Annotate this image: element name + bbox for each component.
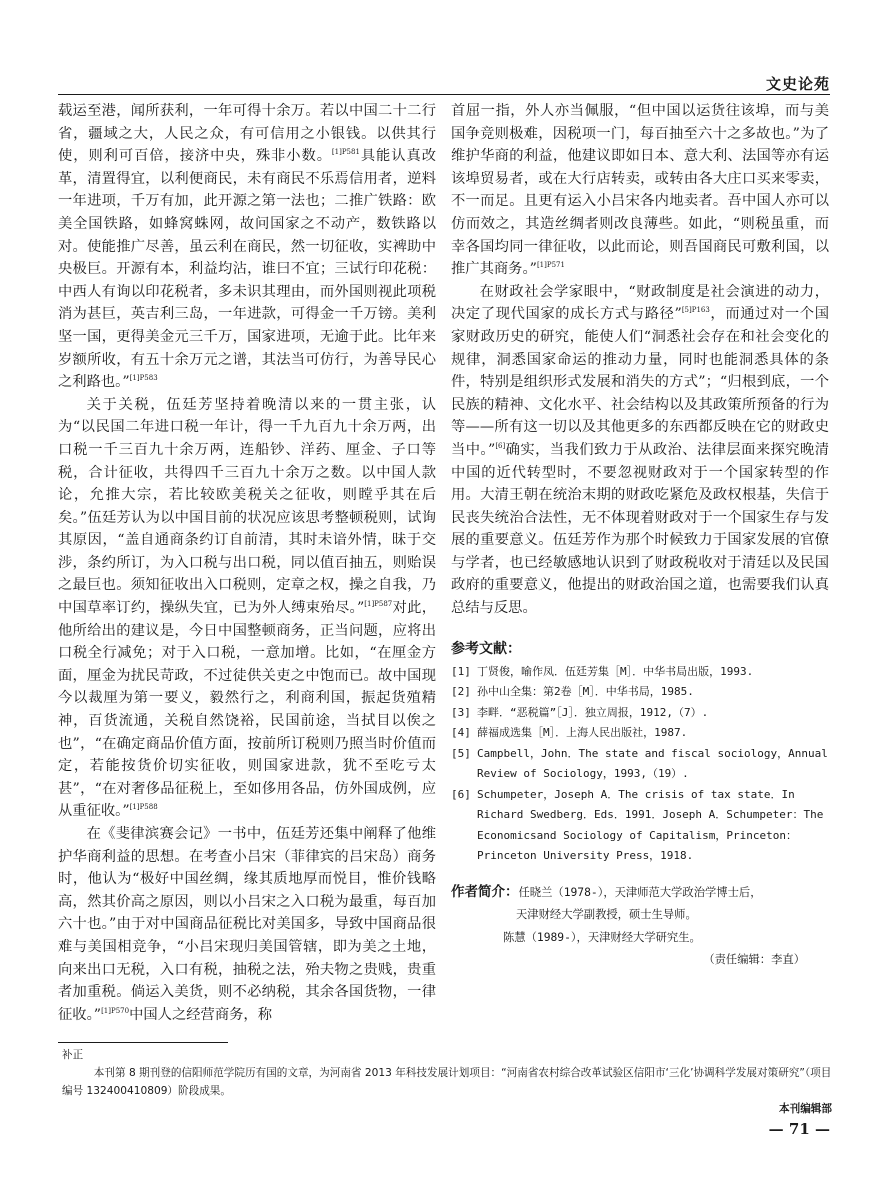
- author-line: 陈慧（1989-），天津财经大学研究生。: [503, 930, 701, 944]
- page-number: — 71 —: [768, 1120, 830, 1138]
- footnote-rule: [58, 1042, 228, 1043]
- right-column: [451, 100, 829, 972]
- reference-item: [5] Campbell，John．The state and fiscal sociology，Annual Review of Sociology，1993,（19）.: [451, 746, 828, 781]
- editor-credit: （责任编辑：李直）: [703, 953, 805, 967]
- footnote-body: 本刊第 8 期刊登的信阳师范学院历有国的文章，为河南省 2013 年科技发展计划项目：“河南省农村综合改革试验区信阳市‘三化’协调科学发展对策研究”（项目编号 132400410809）阶段成果。: [62, 1067, 832, 1097]
- section-label: 文史论苑: [765, 75, 830, 93]
- references-list: [451, 662, 829, 867]
- footnote: [62, 1046, 832, 1118]
- citation: [1]P583: [129, 374, 158, 383]
- author-intro: [451, 881, 829, 972]
- paragraph: 在财政社会学家眼中，“财政制度是社会演进的动力，决定了现代国家的成长方式与路径”$^{[5]P163}$，而通过对一个国家财政历史的研究，能使人们“洞悉社会存在和社会变化的规律，洞悉国家命运的推动力量，同时也能洞悉具体的条件，特别是组织形式发展和消失的方式”；“归根到底，一个民族的精神、文化水平、社会结构以及其政策所预备的行为等——所有这一切以及其他更多的东西都反映在它的财政史当中。”[6]确实，当我们致力于从政治、法律层面来探究晚清中国的近代转型时，不要忽视财政对于一个国家转型的作用。大清王朝在统治末期的财政吃紧危及政权根基，失信于民丧失统治合法性，无不体现着财政对于一个国家生存与发展的重要意义。伍廷芳作为那个时候致力于国家发展的官僚与学者，也已经敏感地认识到了财政税收对于清廷以及民国政府的重要意义，他提出的财政治国之道，也需要我们认真总结与反思。: [451, 283, 830, 617]
- reference-item: [1] 丁贤俊，喻作凤．伍廷芳集［M］．中华书局出版，1993.: [451, 664, 754, 678]
- citation: [1]P588: [129, 803, 158, 812]
- reference-item: [4] 薛福成选集［M］．上海人民出版社，1987.: [451, 726, 688, 740]
- citation: [6]: [495, 442, 506, 451]
- paragraph: 首屈一指，外人亦当佩服，“但中国以运货往该埠，而与美国争竞则极难，因税项一门，每百抽至六十之多故也。”为了维护华商的利益，他建议即如日本、意大利、法国等亦有运该埠贸易者，或在大行店转卖，或转由各大庄口买来零卖，不一而足。且更有运入小吕宋各内地卖者。吾中国人亦可以仿而效之，其造丝绸者则改良薄些。如此，“则税虽重，而幸各国均同一律征收，以此而论，则吾国商民可敷利国，以推广其商务。”$^{[1]P571}$: [451, 103, 829, 278]
- paragraph: 载运至港，闻所获利，一年可得十余万。若以中国二十二行省，疆域之大，人民之众，有可信用之小银钱。以供其行使，则利可百倍，接济中央，殊非小数。$^{[1]P581}$具能认真改革，清置得宜，以利便商民，未有商民不乐焉信用者，逆料一年进项，千万有加，此开源之第一法也；二推广铁路：欧美全国铁路，如蜂窝蛛网，故问国家之不动产，数铁路以对。使能推广尽善，虽云利在商民，然一切征收，实裨助中央极巨。开源有本，利益均沾，谁曰不宜；三试行印花税：中西人有询以印花税者，多未识其理由，而外国则视此项税消为甚巨，英吉利三岛，一年进款，可得金一千万镑。美利坚一国，更得美金元三千万，国家进项，无逾于此。比年来岁额所收，有五十余万元之谱，其法当可仿行，为善导民心之利路也。”$^{[1]P583}$: [58, 103, 437, 391]
- footnote-label: 补正: [62, 1049, 84, 1061]
- paragraph: 在《斐律滨赛会记》一书中，伍廷芳还集中阐释了他维护华商利益的思想。在考查小吕宋（菲律宾的吕宋岛）商务时，他认为“极好中国丝绸，缘其质地厚而悦目，惟价钱略高，然其价高之原因，则以小吕宋之入口税为最重，每百加六十也。”由于对中国商品征税比对美国多，导致中国商品很难与美国相竞争，“小吕宋现归美国管辖，即为美之土地，向来出口无税，入口有税，抽税之法，殆夫物之贵贱，贵重者加重税。倘运入美货，则不必纳税，其余各国货物，一律征收。”$^{[1]P570}$中国人之经营商务，称: [58, 826, 436, 1023]
- citation: [1]P570: [101, 1006, 130, 1015]
- footnote-signature: 本刊编辑部: [779, 1103, 832, 1115]
- reference-item: [3] 李畔．“恶税篇”［J］．独立周报，1912,（7）.: [451, 705, 709, 719]
- left-column: [58, 100, 436, 1026]
- author-intro-title: 作者简介：: [451, 883, 519, 900]
- reference-item: [2] 孙中山全集：第2卷［M］．中华书局，1985.: [451, 685, 694, 699]
- references-title: 参考文献：: [451, 640, 521, 657]
- paragraph: 关于关税，伍廷芳坚持着晚清以来的一贯主张，认为“以民国二年进口税一年计，得一千九百九十余万两，出口税一千三百九十余万两，连船钞、洋药、厘金、子口等税，合计征收，共得四千三百九十余万之数。以中国人款论，允推大宗，若比较欧美税关之征收，则瞠乎其在后矣。”伍廷芳认为以中国目前的状况应该思考整顿税则，试询其原因，“盖自通商条约订自前清，其时未谙外情，昧于交涉，条约所订，为入口税与出口税，同以值百抽五，则贻误之最巨也。须知征收出入口税则，定章之权，操之自我，乃中国草率订约，操纵失宜，已为外人缚束殆尽。”$^{[1]P587}$对此，他所给出的建议是，今日中国整顿商务，正当问题，应将出口税全行减免；对于入口税，一意加增。比如，“在厘金方面，厘金为扰民苛政，不过徒供关吏之中饱而已。故中国现今以裁厘为第一要义，毅然行之，利商利国，振起货殖精神，百货流通，关税自然饶裕，民国前途，当拭目以俟之也”，“在确定商品价值方面，按前所订税则乃照当时价值而定，若能按货价切实征收，则国家进款，犹不至吃亏太甚”，“在对奢侈品征税上，至如侈用各品，仿外国成例，应从重征收。”$^{[1]P588}$: [58, 396, 436, 820]
- citation: [1]P587: [364, 600, 393, 609]
- citation: [1]P571: [536, 261, 565, 270]
- header-rule: [58, 94, 830, 95]
- author-line: 任晓兰（1978-），天津师范大学政治学博士后，: [518, 885, 762, 899]
- author-line: 天津财经大学副教授，硕士生导师。: [516, 908, 697, 922]
- citation: [5]P163: [681, 306, 710, 315]
- reference-item: [6] Schumpeter，Joseph A．The crisis of tax state．In Richard Swedberg．Eds．1991．Joseph A．Schumpeter：The Economicsand Sociology of Capitalism，Princeton：Princeton University Press，1918.: [451, 787, 824, 863]
- citation: [1]P581: [331, 148, 360, 157]
